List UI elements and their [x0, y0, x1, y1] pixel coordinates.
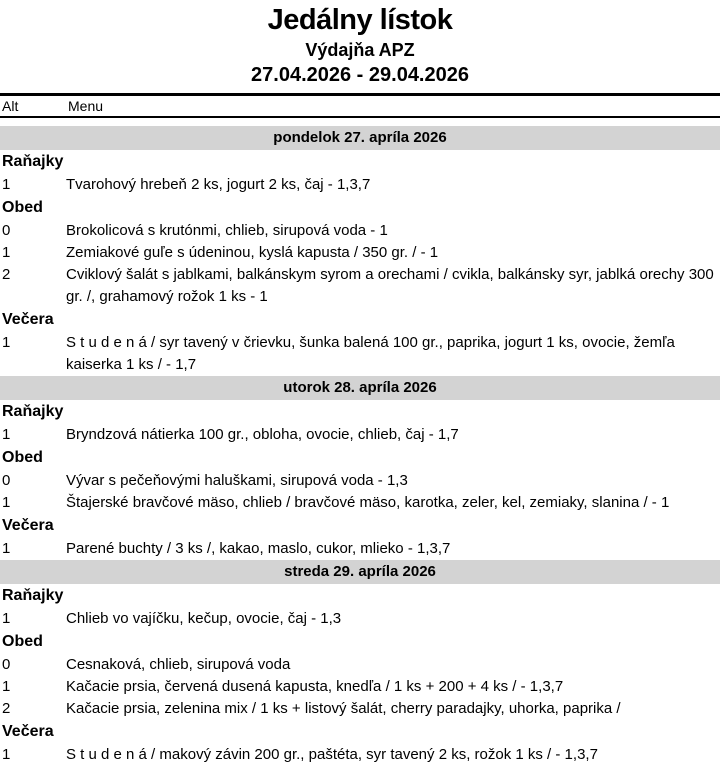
menu-item-number: 1	[2, 610, 11, 627]
menu-item-row	[0, 676, 720, 698]
day-header: pondelok 27. apríla 2026	[0, 126, 720, 150]
menu-item-row	[0, 698, 720, 720]
menu-item-number: 1	[2, 678, 11, 695]
meal-label: Raňajky	[2, 403, 64, 420]
menu-item-row	[0, 220, 720, 242]
menubar	[0, 93, 720, 118]
meal-label: Obed	[2, 449, 43, 466]
menu-days	[0, 126, 720, 766]
menu-item-number: 2	[2, 266, 11, 283]
menu-item-row	[0, 424, 720, 446]
day-block	[0, 376, 720, 560]
menu-item-text: S t u d e n á / makový závin 200 gr., paštéta, syr tavený 2 ks, rožok 1 ks / - 1,3,7	[66, 746, 598, 763]
menu-item-number: 1	[2, 176, 11, 193]
menu-item-row	[0, 744, 720, 766]
meal-label: Raňajky	[2, 153, 64, 170]
meal-label: Večera	[2, 517, 54, 534]
menu-item-row	[0, 470, 720, 492]
menu-item-row	[0, 242, 720, 264]
menu-item-text: Cesnaková, chlieb, sirupová voda	[66, 656, 291, 673]
meal-label: Večera	[2, 723, 54, 740]
dispensary-subtitle: Výdajňa APZ	[305, 40, 415, 60]
menu-item-number: 0	[2, 472, 11, 489]
menu-item-row	[0, 538, 720, 560]
menu-item-text: S t u d e n á / syr tavený v črievku, šunka balená 100 gr., paprika, jogurt 1 ks, ovocie, žemľa kaiserka 1 ks / - 1,7	[66, 334, 675, 373]
menu-item-row	[0, 264, 720, 308]
day-block	[0, 560, 720, 766]
menu-item-text: Tvarohový hrebeň 2 ks, jogurt 2 ks, čaj - 1,3,7	[66, 176, 371, 193]
date-range: 27.04.2026 - 29.04.2026	[251, 64, 469, 86]
menu-item-text: Cviklový šalát s jablkami, balkánskym syrom a orechami / cvikla, balkánsky syr, jablká orechy 300 gr. /, grahamový rožok 1 ks - 1	[66, 266, 714, 305]
menu-item-number: 1	[2, 426, 11, 443]
menu-item-text: Bryndzová nátierka 100 gr., obloha, ovocie, chlieb, čaj - 1,7	[66, 426, 459, 443]
menu-item-number: 1	[2, 334, 11, 351]
menu-item-text: Parené buchty / 3 ks /, kakao, maslo, cukor, mlieko - 1,3,7	[66, 540, 451, 557]
meal-label: Obed	[2, 633, 43, 650]
menu-item-number: 1	[2, 540, 11, 557]
day-header: streda 29. apríla 2026	[0, 560, 720, 584]
meal-label: Raňajky	[2, 587, 64, 604]
menu-item-number: 2	[2, 700, 11, 717]
menu-item-row	[0, 332, 720, 376]
menubar-item-menu[interactable]: Menu	[68, 98, 104, 114]
meal-label: Obed	[2, 199, 43, 216]
menu-item-number: 0	[2, 656, 11, 673]
menu-item-row	[0, 608, 720, 630]
menu-item-row	[0, 492, 720, 514]
menu-item-row	[0, 174, 720, 196]
menu-item-row	[0, 654, 720, 676]
menu-item-number: 0	[2, 222, 11, 239]
menu-item-text: Kačacie prsia, červená dusená kapusta, knedľa / 1 ks + 200 + 4 ks / - 1,3,7	[66, 678, 564, 695]
menu-item-text: Vývar s pečeňovými haluškami, sirupová voda - 1,3	[66, 472, 408, 489]
page-title: Jedálny lístok	[267, 4, 453, 36]
menu-item-text: Zemiakové guľe s údeninou, kyslá kapusta / 350 gr. / - 1	[66, 244, 439, 261]
menu-item-text: Štajerské bravčové mäso, chlieb / bravčové mäso, karotka, zeler, kel, zemiaky, slanina / - 1	[66, 494, 670, 511]
day-block	[0, 126, 720, 376]
menubar-item-alt[interactable]: Alt	[2, 98, 19, 114]
menu-item-text: Chlieb vo vajíčku, kečup, ovocie, čaj - 1,3	[66, 610, 342, 627]
document-header	[0, 0, 720, 88]
meal-label: Večera	[2, 311, 54, 328]
day-header: utorok 28. apríla 2026	[0, 376, 720, 400]
menu-item-text: Kačacie prsia, zelenina mix / 1 ks + listový šalát, cherry paradajky, uhorka, paprika /	[66, 700, 621, 717]
menu-item-number: 1	[2, 244, 11, 261]
menu-item-number: 1	[2, 746, 11, 763]
menu-item-text: Brokolicová s krutónmi, chlieb, sirupová voda - 1	[66, 222, 388, 239]
menu-item-number: 1	[2, 494, 11, 511]
